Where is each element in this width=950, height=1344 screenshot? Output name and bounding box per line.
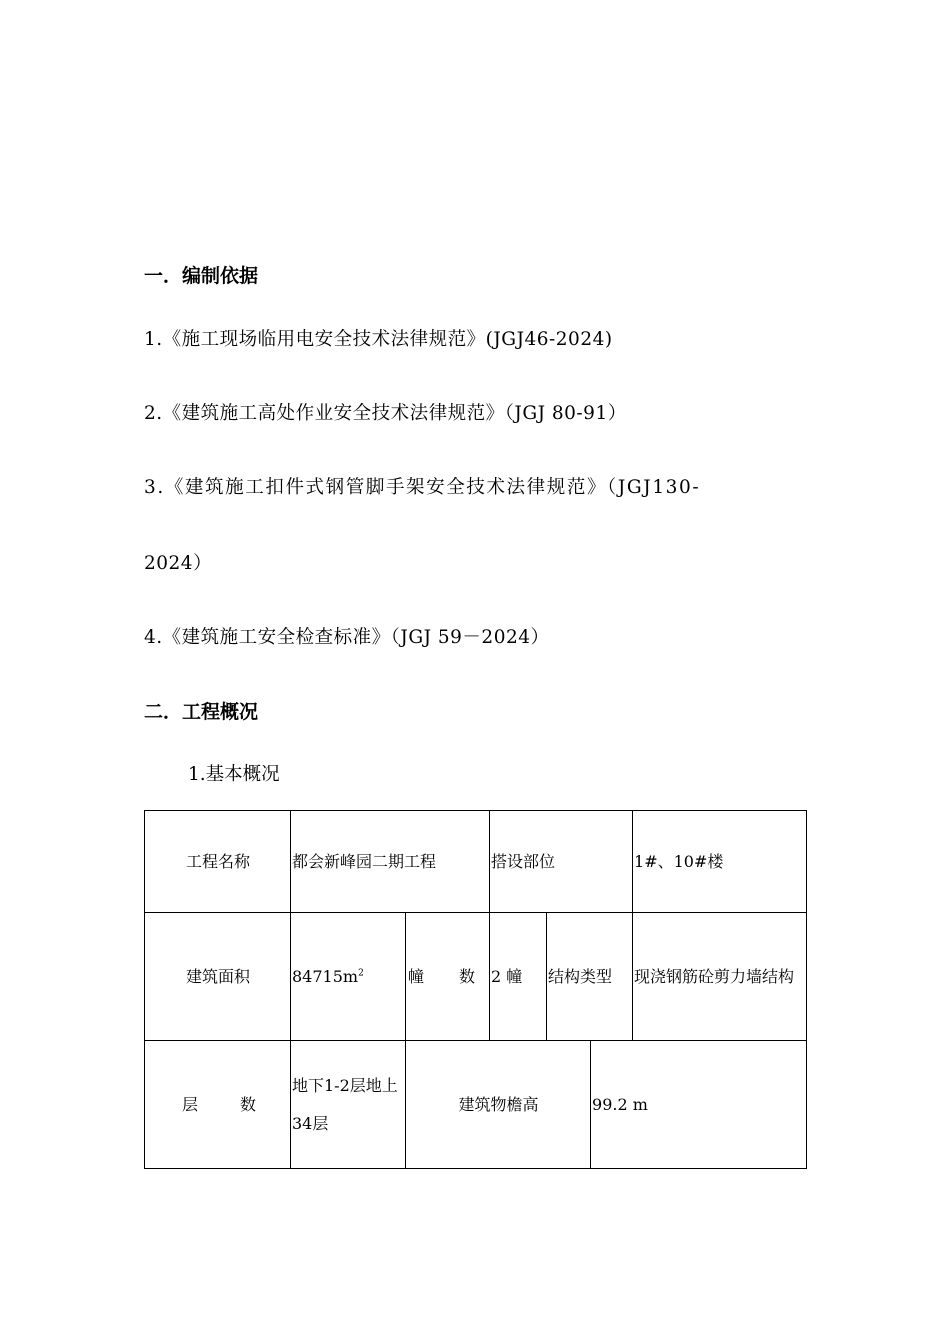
section-title-basis: 一．编制依据 xyxy=(144,265,259,287)
value-building-area xyxy=(291,913,406,1041)
label-project-name: 工程名称 xyxy=(145,811,291,913)
reference-item-1: 1.《施工现场临用电安全技术法律规范》(JGJ46-2024) xyxy=(144,329,613,350)
reference-item-2: 2.《建筑施工高处作业安全技术法律规范》（JGJ 80-91） xyxy=(144,403,627,424)
building-area-unit-superscript: 2 xyxy=(358,968,364,979)
label-building-count-char2: 数 xyxy=(459,966,476,986)
label-floors-char1: 层 xyxy=(182,1094,199,1114)
value-eave-height: 99.2 m xyxy=(591,1041,807,1169)
reference-item-4: 4.《建筑施工安全检查标准》（JGJ 59－2024） xyxy=(144,627,550,648)
label-eave-height: 建筑物檐高 xyxy=(406,1041,591,1169)
table-row xyxy=(145,811,807,913)
label-building-area: 建筑面积 xyxy=(145,913,291,1041)
label-building-count-char1: 幢 xyxy=(408,966,425,986)
subsection-title-basic: 1.基本概况 xyxy=(188,764,280,785)
section-title-overview: 二．工程概况 xyxy=(144,701,259,723)
label-floors xyxy=(145,1041,291,1169)
value-structure-type: 现浇钢筋砼剪力墙结构 xyxy=(633,913,807,1041)
label-building-count xyxy=(406,913,490,1041)
table-row xyxy=(145,913,807,1041)
building-area-number: 84715m xyxy=(292,966,359,986)
value-erection-location: 1#、10#楼 xyxy=(633,811,807,913)
label-erection-location: 搭设部位 xyxy=(490,811,633,913)
value-building-count: 2 幢 xyxy=(490,913,547,1041)
label-floors-char2: 数 xyxy=(239,1094,256,1114)
reference-item-3: 3.《建筑施工扣件式钢管脚手架安全技术法律规范》（JGJ130- xyxy=(144,477,701,498)
value-floors: 地下1-2层地上34层 xyxy=(291,1041,406,1169)
project-info-table xyxy=(144,810,807,1169)
table-row xyxy=(145,1041,807,1169)
value-project-name: 都会新峰园二期工程 xyxy=(291,811,490,913)
label-structure-type: 结构类型 xyxy=(547,913,633,1041)
reference-item-3-continued: 2024） xyxy=(144,553,213,574)
